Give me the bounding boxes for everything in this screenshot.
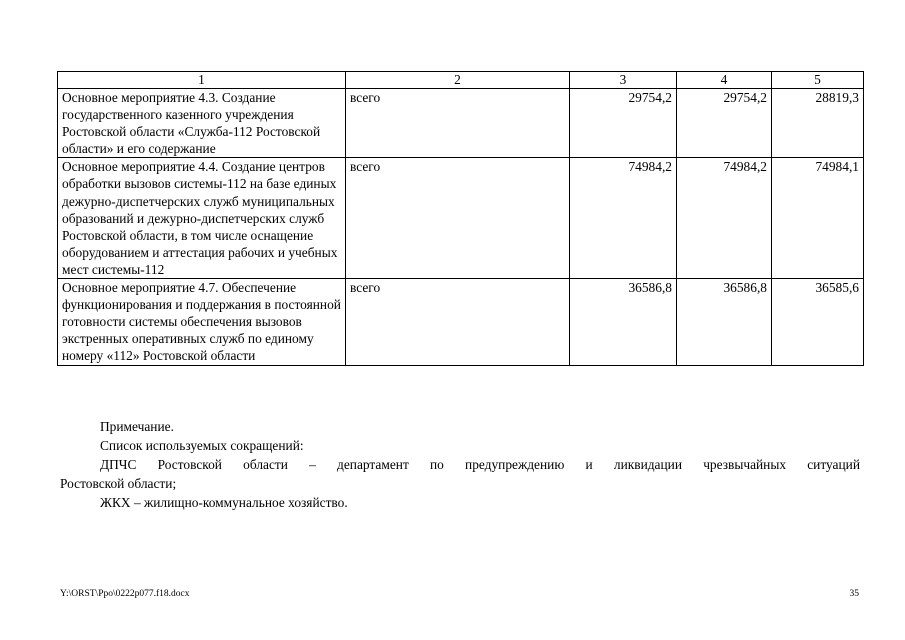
table-row xyxy=(58,89,864,158)
column-header-4: 4 xyxy=(677,72,772,89)
value-col3-cell: 74984,2 xyxy=(570,158,677,279)
column-header-1: 1 xyxy=(58,72,346,89)
notes-title: Примечание. xyxy=(100,419,174,434)
dpchs-word: Ростовской xyxy=(157,457,222,472)
notes-section xyxy=(60,417,860,512)
value-col5-cell: 74984,1 xyxy=(772,158,864,279)
column-header-3: 3 xyxy=(570,72,677,89)
dpchs-word: чрезвычайных xyxy=(703,457,787,472)
dpchs-word: департамент xyxy=(337,457,409,472)
abbreviation-dpchs-line xyxy=(60,455,860,474)
column-header-5: 5 xyxy=(772,72,864,89)
funding-type-cell: всего xyxy=(346,279,570,365)
abbreviation-dpchs-continuation: Ростовской области; xyxy=(60,476,177,491)
dpchs-word: и xyxy=(585,457,593,472)
table-row xyxy=(58,158,864,279)
footer-file-path: Y:\ORST\Ppo\0222p077.f18.docx xyxy=(60,589,190,599)
value-col4-cell: 74984,2 xyxy=(677,158,772,279)
abbreviation-zhkh: ЖКХ – жилищно-коммунальное хозяйство. xyxy=(100,495,348,510)
abbreviations-heading: Список используемых сокращений: xyxy=(100,438,304,453)
dpchs-word: ликвидации xyxy=(613,457,682,472)
activity-name-cell: Основное мероприятие 4.7. Обеспечение функционирования и поддержания в постоянной готовности системы обеспечения вызовов экстренных оперативных служб по единому номеру «112» Ростовской области xyxy=(58,279,346,365)
value-col4-cell: 36586,8 xyxy=(677,279,772,365)
dpchs-word: – xyxy=(309,457,316,472)
table-row xyxy=(58,279,864,365)
column-header-2: 2 xyxy=(346,72,570,89)
value-col3-cell: 36586,8 xyxy=(570,279,677,365)
funding-type-cell: всего xyxy=(346,158,570,279)
dpchs-word: предупреждению xyxy=(465,457,565,472)
activity-name-cell: Основное мероприятие 4.3. Создание государственного казенного учреждения Ростовской области «Служба-112 Ростовской области» и его содержание xyxy=(58,89,346,158)
program-activities-table xyxy=(57,71,864,366)
footer-page-number: 35 xyxy=(849,589,859,599)
value-col5-cell: 28819,3 xyxy=(772,89,864,158)
dpchs-word: области xyxy=(243,457,288,472)
funding-type-cell: всего xyxy=(346,89,570,158)
table-header-row xyxy=(58,72,864,89)
value-col4-cell: 29754,2 xyxy=(677,89,772,158)
activity-name-cell: Основное мероприятие 4.4. Создание центров обработки вызовов системы-112 на базе единых дежурно-диспетчерских служб муниципальных образований и дежурно-диспетчерских служб Ростовской области, в том числе оснащение оборудованием и аттестация рабочих и учебных мест системы-112 xyxy=(58,158,346,279)
dpchs-word: ДПЧС xyxy=(100,457,137,472)
value-col5-cell: 36585,6 xyxy=(772,279,864,365)
value-col3-cell: 29754,2 xyxy=(570,89,677,158)
dpchs-word: по xyxy=(429,457,444,472)
dpchs-word: ситуаций xyxy=(807,457,860,472)
